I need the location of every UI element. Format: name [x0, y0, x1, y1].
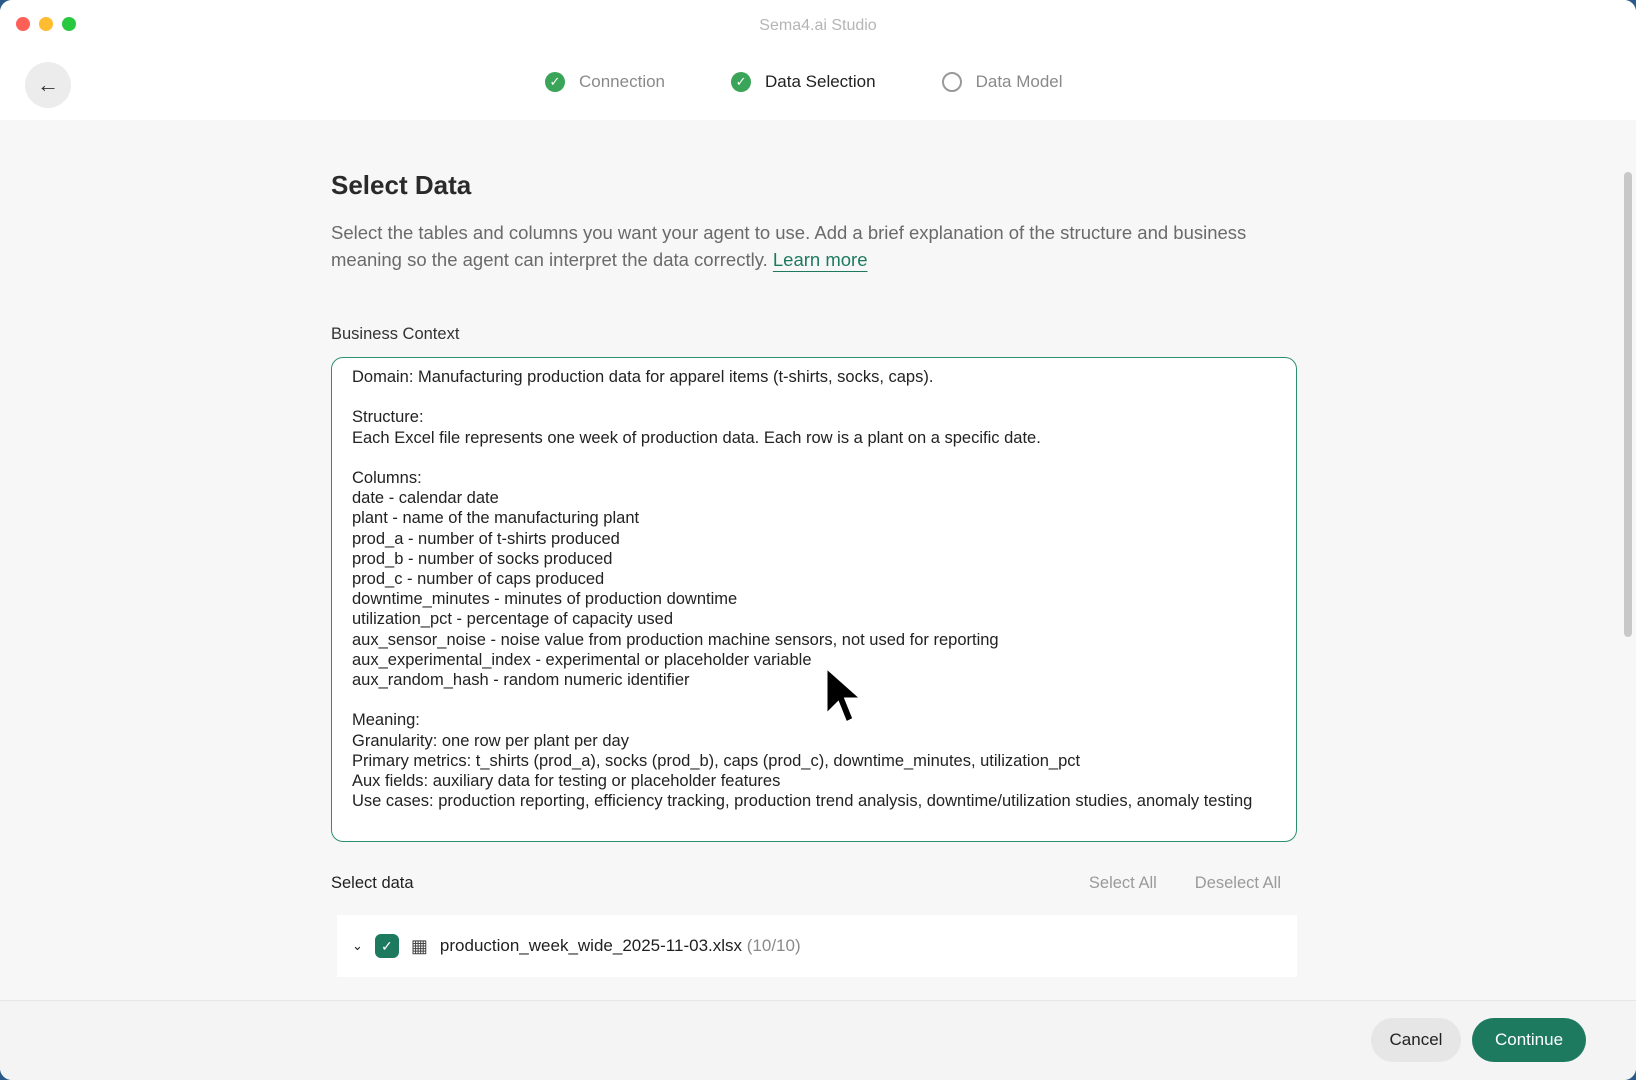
- file-name: production_week_wide_2025-11-03.xlsx: [439, 936, 743, 955]
- continue-button[interactable]: Continue: [1472, 1018, 1586, 1062]
- step-label: Connection: [579, 72, 666, 91]
- page-description: [331, 219, 1297, 273]
- step-label: Data Selection: [765, 72, 876, 91]
- business-context-label: Business Context: [331, 325, 460, 343]
- select-data-header: [331, 874, 1297, 893]
- mouse-cursor-icon: [822, 663, 870, 727]
- check-circle-icon: ✓: [731, 72, 751, 92]
- back-button[interactable]: [25, 62, 71, 108]
- scrollbar[interactable]: [1624, 172, 1632, 637]
- main-content: [331, 170, 1297, 977]
- check-circle-icon: ✓: [545, 72, 565, 92]
- page-title: Select Data: [331, 170, 472, 200]
- cancel-button[interactable]: Cancel: [1371, 1018, 1461, 1062]
- step-connection[interactable]: [545, 72, 665, 92]
- arrow-left-icon: ←: [37, 72, 59, 97]
- business-context-textarea[interactable]: Domain: Manufacturing production data for apparel items (t-shirts, socks, caps). Structure: Each Excel file represents one week of production data. Each row is a plant on a specific date. Columns: date - calendar date plant - name of the manufacturing plant prod_a - number of t-shirts produced prod_b - number of socks produced prod_c - number of caps produced downtime_minutes - minutes of production downtime utilization_pct - percentage of capacity used aux_sensor_noise - noise value from production machine sensors, not used for reporting aux_experimental_index - experimental or placeholder variable aux_random_hash - random numeric identifier Meaning: Granularity: one row per plant per day Primary metrics: t_shirts (prod_a), socks (prod_b), caps (prod_c), downtime_minutes, utilization_pct Aux fields: auxiliary data for testing or placeholder features Use cases: production reporting, efficiency tracking, production trend analysis, downtime/utilization studies, anomaly testing: [331, 357, 1297, 842]
- chevron-down-icon[interactable]: ⌄: [352, 938, 363, 953]
- footer: [0, 1000, 1636, 1080]
- file-checkbox[interactable]: ✓: [375, 934, 399, 958]
- header: [0, 0, 1636, 120]
- deselect-all-button[interactable]: Deselect All: [1194, 874, 1281, 892]
- step-label: Data Model: [975, 72, 1063, 91]
- step-data-selection[interactable]: [731, 72, 876, 92]
- select-all-button[interactable]: Select All: [1088, 874, 1157, 892]
- column-count: (10/10): [746, 936, 801, 955]
- stepper: [545, 72, 1063, 92]
- empty-circle-icon: [942, 72, 962, 92]
- table-icon: ▦: [410, 935, 428, 956]
- select-data-label: Select data: [331, 874, 414, 892]
- step-data-model[interactable]: [942, 72, 1063, 92]
- learn-more-link[interactable]: Learn more: [772, 249, 868, 270]
- description-text: Select the tables and columns you want your agent to use. Add a brief explanation of the structure and business meaning so the agent can interpret the data correctly.: [331, 222, 1247, 270]
- window-title: Sema4.ai Studio: [759, 17, 877, 34]
- file-row[interactable]: [337, 915, 1297, 977]
